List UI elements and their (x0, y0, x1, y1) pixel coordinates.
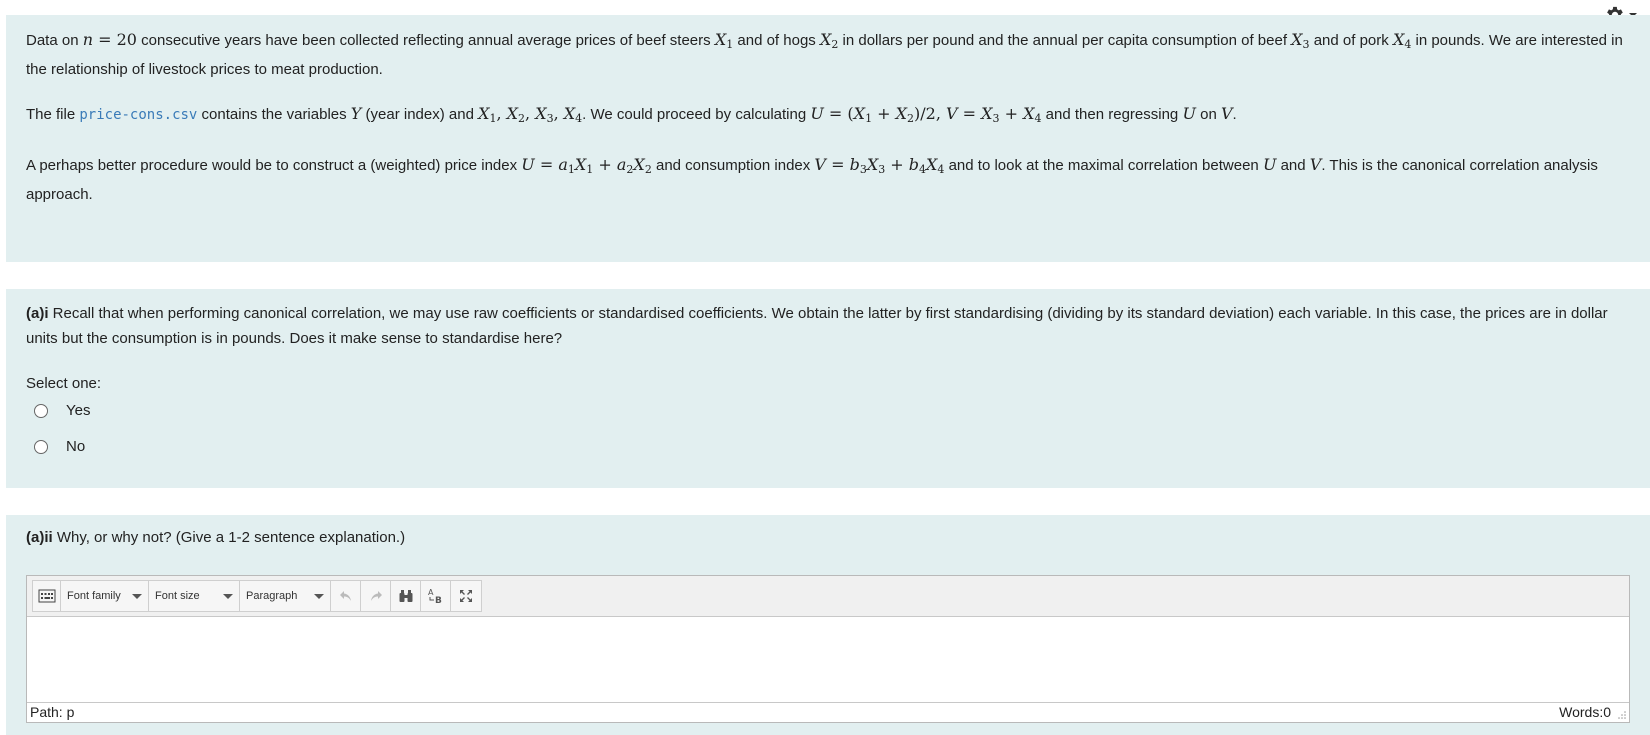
find-button[interactable] (391, 581, 421, 611)
editor-toolbar (27, 576, 1629, 617)
option-label: No (66, 438, 86, 455)
paragraph-format-select[interactable]: Paragraph (240, 581, 331, 611)
intro-paragraph-1: Data on n = 20 consecutive years have been collected reflecting annual average prices of beef steers $X_1$ and of hogs $X_2$ in dollars per pound and the annual per capita consumption of beef $X_3$ and of pork $X_4$ in pounds. We are interested in the relationship of livestock prices to meat production. (26, 30, 1623, 78)
toggle-toolbar-button[interactable] (33, 581, 61, 611)
fullscreen-button[interactable] (451, 581, 481, 611)
question-number: (a)ii (26, 529, 53, 546)
word-count: Words:0 (1559, 704, 1611, 720)
chevron-down-icon (223, 594, 233, 599)
question-text: (a)ii Why, or why not? (Give a 1-2 sentence explanation.) (26, 529, 406, 546)
radio-button[interactable] (34, 440, 48, 454)
svg-text:B: B (434, 596, 442, 605)
question-number: (a)i (26, 305, 49, 322)
svg-text:A: A (427, 588, 433, 597)
question-intro (6, 15, 1650, 262)
option-label: Yes (66, 402, 91, 419)
rich-text-editor (26, 575, 1630, 723)
redo-icon (368, 588, 384, 604)
option-no[interactable] (34, 438, 85, 455)
question-text: (a)i Recall that when performing canonical correlation, we may use raw coefficients or standardised coefficients. We obtain the latter by first standardising (dividing by its standard deviation) each variable. In this case, the prices are in dollar units but the consumption is in pounds. Does it make sense to standardise here? (26, 305, 1608, 347)
font-size-select[interactable]: Font size (149, 581, 240, 611)
intro-paragraph-2: The file price-cons.csv contains the variables Y (year index) and $X_1$, $X_2$, $X_3$, $X_4$. We could proceed by calculating $U = (X_1 + X_2)/2$, $V = X_3 + X_4$ and then regressing U on V. (26, 104, 1237, 125)
question-a-ii (6, 515, 1650, 735)
find-replace-icon (427, 587, 445, 605)
intro-paragraph-3: A perhaps better procedure would be to construct a (weighted) price index $U = a_1X_1 + a_2X_2$ and consumption index $V = b_3X_3 + b_4X_4$ and to look at the maximal correlation between U and V. This is the canonical correlation analysis approach. (26, 155, 1598, 203)
undo-button[interactable] (331, 581, 361, 611)
path-label: Path: p (30, 704, 75, 720)
undo-icon (338, 588, 354, 604)
find-replace-button[interactable] (421, 581, 451, 611)
font-family-select[interactable]: Font family (61, 581, 149, 611)
question-a-i (6, 289, 1650, 488)
radio-button[interactable] (34, 404, 48, 418)
binoculars-icon (398, 588, 414, 604)
toolbar-group-main (32, 580, 482, 612)
select-one-label: Select one: (26, 375, 102, 392)
chevron-down-icon (314, 594, 324, 599)
file-link[interactable]: price-cons.csv (79, 107, 198, 123)
editor-statusbar (27, 702, 1629, 722)
resize-handle-icon[interactable] (1617, 710, 1627, 720)
chevron-down-icon (132, 594, 142, 599)
option-yes[interactable] (34, 402, 90, 419)
editor-text-area[interactable] (27, 617, 1629, 703)
keyboard-icon (38, 588, 56, 604)
redo-button[interactable] (361, 581, 391, 611)
expand-icon (458, 588, 474, 604)
